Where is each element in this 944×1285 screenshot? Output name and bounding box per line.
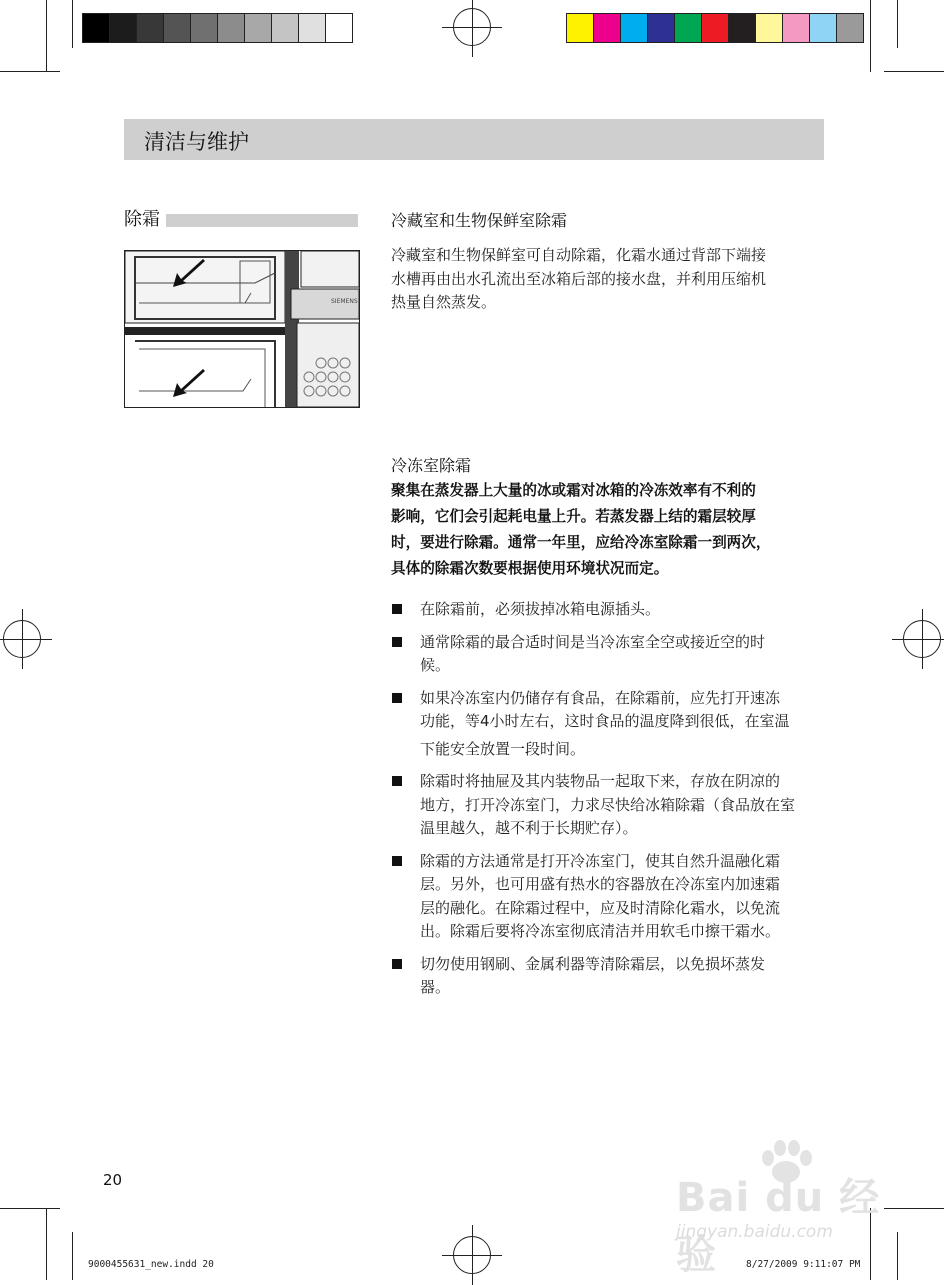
crop-mark — [884, 71, 944, 72]
paragraph-line: 聚集在蒸发器上大量的冰或霜对冰箱的冷冻效率有不利的 — [391, 482, 756, 499]
crop-mark — [897, 0, 898, 48]
color-swatch — [218, 14, 245, 42]
color-swatch — [299, 14, 326, 42]
page-title: 清洁与维护 — [144, 130, 249, 154]
fridge-defrost-paragraph — [391, 244, 827, 315]
crop-mark — [870, 0, 871, 72]
crop-mark — [72, 1232, 73, 1280]
list-item-line: 如果冷冻室内仍储存有食品，在除霜前，应先打开速冻 — [420, 688, 781, 707]
color-swatch — [110, 14, 137, 42]
list-item-line: 除霜的方法通常是打开冷冻室门，使其自然升温融化霜 — [420, 851, 781, 870]
registration-mark-bottom — [453, 1236, 491, 1274]
list-item — [391, 598, 827, 622]
color-swatch — [594, 14, 621, 42]
color-swatch — [810, 14, 837, 42]
color-swatch — [675, 14, 702, 42]
color-swatch — [783, 14, 810, 42]
crop-mark — [0, 1208, 60, 1209]
brand-label: SIEMENS — [331, 298, 358, 305]
list-item-line: 温里越久，越不利于长期贮存）。 — [420, 819, 638, 837]
color-swatch — [272, 14, 299, 42]
square-bullet-icon — [392, 604, 402, 614]
paragraph-line: 冷藏室和生物保鲜室可自动除霜，化霜水通过背部下端接 — [391, 246, 767, 264]
list-item — [391, 953, 827, 1000]
section-title-freezer-defrost: 冷冻室除霜 — [391, 456, 472, 475]
registration-mark-right — [903, 620, 941, 658]
list-item — [391, 770, 827, 841]
color-swatch — [648, 14, 675, 42]
list-item-line: 除霜时将抽屉及其内装物品一起取下来，存放在阴凉的 — [420, 772, 781, 790]
color-swatch — [326, 14, 352, 42]
crop-mark — [46, 0, 47, 72]
fridge-illustration — [124, 250, 360, 408]
color-swatch — [567, 14, 594, 42]
color-swatch — [729, 14, 756, 42]
color-swatch — [191, 14, 218, 42]
page-number: 20 — [103, 1171, 123, 1189]
crop-mark — [897, 1232, 898, 1280]
color-swatch — [621, 14, 648, 42]
list-item — [391, 631, 827, 678]
paragraph-line: 热量自然蒸发。 — [391, 293, 497, 311]
freezer-defrost-intro — [391, 478, 827, 582]
paragraph-line: 影响，它们会引起耗电量上升。若蒸发器上结的霜层较厚 — [391, 508, 756, 525]
color-swatch — [837, 14, 863, 42]
paragraph-line: 水槽再由出水孔流出至冰箱后部的接水盘，并利用压缩机 — [391, 269, 767, 288]
list-item-line: 器。 — [420, 978, 451, 996]
defrost-instructions-list — [391, 598, 827, 1000]
list-item — [391, 687, 827, 762]
list-item-line: 切勿使用钢刷、金属利器等清除霜层，以免损坏蒸发 — [420, 954, 766, 973]
list-item — [391, 850, 827, 944]
gray-color-bar — [82, 13, 353, 43]
color-swatch — [164, 14, 191, 42]
watermark-url: jingyan.baidu.com — [676, 1222, 833, 1242]
footer-datetime: 8/27/2009 9:11:07 PM — [746, 1259, 861, 1270]
square-bullet-icon — [392, 693, 402, 703]
color-swatch — [245, 14, 272, 42]
list-item-line: 层的融化。在除霜过程中，应及时清除化霜水，以免流 — [420, 898, 781, 917]
square-bullet-icon — [392, 959, 402, 969]
crop-mark — [72, 0, 73, 48]
color-swatch — [702, 14, 729, 42]
footer-file-info: 9000455631_new.indd 20 — [88, 1259, 214, 1270]
section-header-bar — [124, 119, 824, 160]
color-swatch — [756, 14, 783, 42]
paragraph-line: 具体的除霜次数要根据使用环境状况而定。 — [391, 560, 669, 577]
list-item-line: 下能安全放置一段时间。 — [420, 739, 586, 758]
color-swatch — [137, 14, 164, 42]
list-item-line: 通常除霜的最合适时间是当冷冻室全空或接近空的时 — [420, 632, 766, 651]
section-title-fridge-defrost: 冷藏室和生物保鲜室除霜 — [391, 211, 568, 230]
square-bullet-icon — [392, 637, 402, 647]
fridge-drawing — [125, 251, 359, 407]
list-item-line: 候。 — [420, 656, 451, 674]
list-item-line: 地方，打开冷冻室门，力求尽快给冰箱除霜（食品放在室 — [420, 795, 796, 814]
color-swatch — [83, 14, 110, 42]
defrost-title: 除霜 — [124, 205, 166, 231]
watermark-brand: Bai du 经验 — [676, 1175, 881, 1278]
square-bullet-icon — [392, 856, 402, 866]
list-item-line: 层。另外，也可用盛有热水的容器放在冷冻室内加速霜 — [420, 875, 781, 893]
crop-mark — [0, 71, 60, 72]
square-bullet-icon — [392, 776, 402, 786]
list-item-line: 出。除霜后要将冷冻室彻底清洁并用软毛巾擦干霜水。 — [420, 922, 781, 940]
baidu-watermark — [676, 1140, 896, 1278]
defrost-heading — [124, 205, 358, 229]
process-color-bar — [566, 13, 864, 43]
crop-mark — [46, 1208, 47, 1280]
list-item-line: 在除霜前，必须拔掉冰箱电源插头。 — [420, 600, 661, 618]
registration-mark-left — [3, 620, 41, 658]
registration-mark-top — [453, 8, 491, 46]
list-item-line: 功能，等4小时左右，这时食品的温度降到很低，在室温 — [420, 712, 790, 730]
paragraph-line: 时，要进行除霜。通常一年里，应给冷冻室除霜一到两次， — [391, 534, 771, 551]
